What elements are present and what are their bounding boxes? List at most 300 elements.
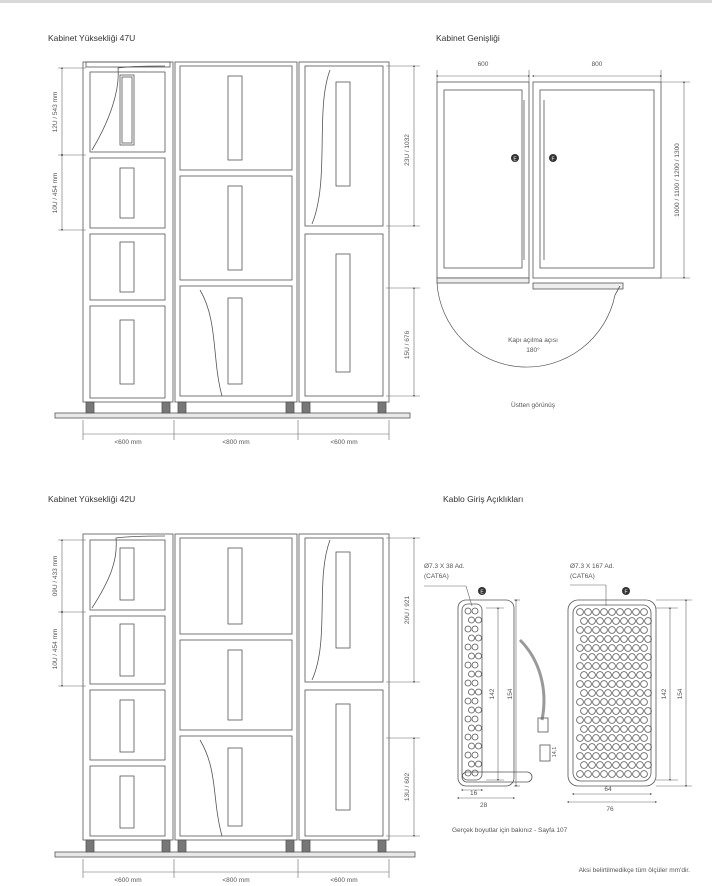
cabinet-top-view xyxy=(437,82,661,367)
svg-text:E: E xyxy=(513,156,517,163)
cable-hole xyxy=(621,654,628,661)
cable-hole xyxy=(641,753,648,760)
door-panel xyxy=(90,690,165,760)
dim-label: <600 mm xyxy=(114,877,142,884)
door-panel xyxy=(180,736,292,836)
cable-hole xyxy=(472,644,478,650)
cable-holes-38 xyxy=(465,608,482,776)
door-panel xyxy=(90,234,165,300)
svg-text:F: F xyxy=(624,589,628,596)
cable-hole xyxy=(581,672,588,679)
cable-hole xyxy=(577,753,584,760)
cabinet-left-frame xyxy=(83,534,173,840)
cable-hole xyxy=(609,735,616,742)
cable-hole xyxy=(581,690,588,697)
reference-note: Gerçek boyutlar için bakınız - Sayfa 107 xyxy=(452,827,568,834)
cable-hole xyxy=(625,771,632,778)
svg-text:E: E xyxy=(480,589,484,596)
title-cable-entry: Kablo Giriş Açıklıkları xyxy=(443,494,524,504)
dim-label: 10U / 454 mm xyxy=(52,628,59,670)
cable-hole xyxy=(601,681,608,688)
cable-hole xyxy=(621,636,628,643)
cable-entry-dimensions xyxy=(424,585,692,802)
cable-hole xyxy=(613,744,620,751)
floor-plate xyxy=(55,413,410,418)
cable-hole xyxy=(613,654,620,661)
cable-hole xyxy=(625,717,632,724)
cable-hole xyxy=(577,717,584,724)
cable-hole xyxy=(605,672,612,679)
title-42u: Kabinet Yüksekliği 42U xyxy=(48,494,136,504)
cable-hole xyxy=(577,645,584,652)
cable-hole xyxy=(605,708,612,715)
cable-hole xyxy=(472,626,478,632)
floor-plate xyxy=(55,852,415,857)
cable-hole xyxy=(577,699,584,706)
svg-text:142: 142 xyxy=(661,688,668,700)
cable-hole xyxy=(476,743,482,749)
svg-text:142: 142 xyxy=(489,688,496,700)
cable-hole xyxy=(633,717,640,724)
cable-hole xyxy=(472,608,478,614)
dim-label: 15U / 676 xyxy=(404,330,411,360)
door-panel xyxy=(90,616,165,684)
cable-hole xyxy=(593,771,600,778)
cable-hole xyxy=(605,618,612,625)
cable-hole xyxy=(641,663,648,670)
cable-hole xyxy=(585,609,592,616)
cable-hole xyxy=(629,690,636,697)
cabinet-front-42u xyxy=(55,534,415,857)
cable-hole xyxy=(585,663,592,670)
cable-hole xyxy=(609,663,616,670)
cable-label-right-2: (CAT6A) xyxy=(570,573,595,580)
cable-hole xyxy=(476,653,482,659)
cable-hole xyxy=(645,636,652,643)
cable-hole xyxy=(609,771,616,778)
cable-hole xyxy=(617,609,624,616)
cable-hole xyxy=(641,699,648,706)
title-47u: Kabinet Yüksekliği 47U xyxy=(48,33,136,43)
cable-hole xyxy=(472,770,478,776)
cable-hole xyxy=(597,708,604,715)
cable-hole xyxy=(585,699,592,706)
door-panel xyxy=(90,540,165,610)
cable-hole xyxy=(589,744,596,751)
cable-hole xyxy=(641,771,648,778)
cable-hole xyxy=(637,636,644,643)
cable-hole xyxy=(597,690,604,697)
door-angle-value: 180° xyxy=(526,347,540,354)
cable-hole xyxy=(585,771,592,778)
cable-hole xyxy=(577,681,584,688)
cable-hole xyxy=(637,762,644,769)
door-window xyxy=(120,776,134,828)
cable-hole xyxy=(465,608,471,614)
cable-hole xyxy=(476,707,482,713)
cable-hole xyxy=(593,753,600,760)
cable-hole xyxy=(637,618,644,625)
cable-hole xyxy=(589,672,596,679)
cable-hole xyxy=(601,699,608,706)
cable-hole xyxy=(625,753,632,760)
cable-hole xyxy=(637,690,644,697)
cable-hole xyxy=(613,672,620,679)
cable-hole xyxy=(593,663,600,670)
cabinet-right-frame xyxy=(299,62,389,402)
cable-hole xyxy=(641,627,648,634)
cable-hole xyxy=(589,762,596,769)
cable-hole xyxy=(645,708,652,715)
cable-hole xyxy=(621,726,628,733)
cable-hole xyxy=(593,627,600,634)
door-panel xyxy=(305,66,383,226)
door-window xyxy=(228,748,242,826)
dim-label: <800 mm xyxy=(222,439,250,446)
door-panel xyxy=(305,690,383,836)
dimensions-42u xyxy=(58,538,420,878)
cable-hole xyxy=(581,708,588,715)
top-cabinet-800 xyxy=(533,82,661,278)
door-window xyxy=(228,76,242,160)
cable-hole xyxy=(633,681,640,688)
cable-hole xyxy=(585,753,592,760)
dim-label: 20U / 921 xyxy=(404,595,411,625)
cable-hole xyxy=(601,663,608,670)
units-note: Aksi belirtilmedikçe tüm ölçüler mm'dir. xyxy=(578,867,690,874)
cable-hole xyxy=(476,761,482,767)
dim-label: 13U / 602 xyxy=(404,772,411,802)
cable-hole xyxy=(621,672,628,679)
cable-hole xyxy=(629,672,636,679)
cable-hole xyxy=(601,717,608,724)
cable-hole xyxy=(476,689,482,695)
cable-hole xyxy=(469,635,475,641)
cable-hole xyxy=(597,744,604,751)
cable-hole xyxy=(476,635,482,641)
cable-hole xyxy=(476,671,482,677)
cable-hole xyxy=(601,609,608,616)
cable-label-right-1: Ø7.3 X 167 Ad. xyxy=(570,563,615,570)
cable-hole xyxy=(645,618,652,625)
cable-hole xyxy=(469,689,475,695)
cable-hole xyxy=(609,681,616,688)
cable-hole xyxy=(597,762,604,769)
top-view-labels xyxy=(478,61,681,409)
cable-hole xyxy=(577,735,584,742)
cable-hole xyxy=(629,636,636,643)
cable-hole xyxy=(601,627,608,634)
svg-text:16: 16 xyxy=(470,790,478,797)
cable-hole xyxy=(609,717,616,724)
title-cabinet-width: Kabinet Genişliği xyxy=(436,33,500,43)
cable-hole xyxy=(465,644,471,650)
cable-hole xyxy=(629,744,636,751)
cabinet-middle-frame xyxy=(175,534,297,840)
svg-text:14,1: 14,1 xyxy=(552,746,558,758)
door-window xyxy=(336,704,350,810)
cable-entry-narrow xyxy=(458,600,550,786)
cabinet-right-frame xyxy=(299,534,389,840)
dim-label: <600 mm xyxy=(114,439,142,446)
labels-47u xyxy=(52,92,411,446)
cable-hole xyxy=(597,636,604,643)
cable-hole xyxy=(617,717,624,724)
cable-hole xyxy=(581,726,588,733)
cable-hole xyxy=(633,753,640,760)
cable-hole xyxy=(633,699,640,706)
dim-label: 12U / 543 mm xyxy=(52,91,59,133)
cable-hole xyxy=(581,762,588,769)
svg-text:F: F xyxy=(551,156,555,163)
door-window xyxy=(120,548,134,600)
cable-hole xyxy=(613,690,620,697)
cable-hole xyxy=(621,762,628,769)
cable-hole xyxy=(645,744,652,751)
door-panel xyxy=(180,538,292,634)
door-window xyxy=(120,320,134,384)
door-panel xyxy=(90,158,165,228)
cable-hole xyxy=(593,609,600,616)
cable-hole xyxy=(465,752,471,758)
door-window xyxy=(228,548,242,624)
cable-label-left-2: (CAT6A) xyxy=(424,573,449,580)
door-panel xyxy=(90,72,165,152)
cable-hole xyxy=(617,699,624,706)
svg-text:154: 154 xyxy=(507,688,514,700)
door-window xyxy=(336,82,350,186)
cable-hole xyxy=(617,663,624,670)
door-window xyxy=(336,254,350,372)
cable-hole xyxy=(585,627,592,634)
cable-hole xyxy=(617,681,624,688)
cable-hole xyxy=(605,744,612,751)
cable-hole xyxy=(629,708,636,715)
cable-hole xyxy=(645,762,652,769)
top-view-caption: Üstten görünüş xyxy=(510,402,556,409)
door-window xyxy=(120,624,134,676)
cable-hole xyxy=(581,636,588,643)
cable-hole xyxy=(617,771,624,778)
cable-hole xyxy=(585,681,592,688)
cable-hole xyxy=(641,735,648,742)
cable-hole xyxy=(609,753,616,760)
door-panel xyxy=(180,286,292,396)
cable-hole xyxy=(609,645,616,652)
cable-hole xyxy=(472,698,478,704)
cable-hole xyxy=(613,726,620,733)
cabinet-left-frame xyxy=(83,62,173,402)
cable-hole xyxy=(465,698,471,704)
cable-hole xyxy=(469,707,475,713)
svg-text:64: 64 xyxy=(604,786,612,793)
dim-label: <600 mm xyxy=(330,439,358,446)
cable-hole xyxy=(472,680,478,686)
door-panel xyxy=(90,766,165,836)
cable-hole xyxy=(633,645,640,652)
cable-hole xyxy=(593,717,600,724)
cabinet-front-47u xyxy=(55,62,410,418)
cabinet-middle-frame xyxy=(175,62,297,402)
cable-hole xyxy=(585,717,592,724)
cable-hole xyxy=(589,636,596,643)
cable-hole xyxy=(625,627,632,634)
cable-hole xyxy=(641,645,648,652)
cable-hole xyxy=(621,690,628,697)
cable-hole xyxy=(469,725,475,731)
door-window xyxy=(228,650,242,720)
cable-hole xyxy=(469,671,475,677)
cable-hole xyxy=(465,662,471,668)
cable-hole xyxy=(589,690,596,697)
cable-hole xyxy=(629,762,636,769)
door-window xyxy=(120,700,134,752)
cable-hole xyxy=(605,690,612,697)
cable-hole xyxy=(589,708,596,715)
cable-hole xyxy=(617,627,624,634)
cable-hole xyxy=(469,617,475,623)
cable-hole xyxy=(621,708,628,715)
cable-hole xyxy=(601,753,608,760)
cable-hole xyxy=(472,752,478,758)
cable-hole xyxy=(593,681,600,688)
cable-hole xyxy=(633,771,640,778)
cable-hole xyxy=(472,716,478,722)
cable-hole xyxy=(581,654,588,661)
dim-label: 23U / 1032 xyxy=(404,134,411,166)
cable-hole xyxy=(637,672,644,679)
cable-hole xyxy=(465,626,471,632)
top-cabinet-600 xyxy=(437,82,529,278)
cable-hole xyxy=(465,680,471,686)
cable-hole xyxy=(641,609,648,616)
door-panel xyxy=(180,640,292,730)
top-view-dimensions xyxy=(437,70,690,278)
cable-hole xyxy=(593,645,600,652)
cable-hole xyxy=(641,717,648,724)
cable-hole xyxy=(601,645,608,652)
cable-hole xyxy=(621,744,628,751)
cable-hole xyxy=(637,744,644,751)
cable-hole xyxy=(472,662,478,668)
cable-hole xyxy=(472,734,478,740)
cable-hole xyxy=(469,743,475,749)
cable-hole xyxy=(633,735,640,742)
depth-label: 1000 / 1100 / 1200 / 1300 xyxy=(674,143,681,217)
cable-hole xyxy=(605,636,612,643)
cable-hole xyxy=(645,672,652,679)
door-angle-label: Kapı açılma açısı xyxy=(508,337,558,344)
cable-hole xyxy=(625,609,632,616)
width-600-label: 600 xyxy=(477,61,489,68)
cable-hole xyxy=(637,654,644,661)
door-panel xyxy=(305,538,383,682)
cable-hole xyxy=(625,681,632,688)
cable-hole xyxy=(601,771,608,778)
cable-label-left-1: Ø7.3 X 38 Ad. xyxy=(424,563,465,570)
cable-hole xyxy=(469,761,475,767)
cable-hole xyxy=(613,636,620,643)
width-800-label: 800 xyxy=(591,61,603,68)
door-window xyxy=(228,298,242,384)
cable-hole xyxy=(637,708,644,715)
cable-hole xyxy=(617,735,624,742)
cable-hole xyxy=(629,654,636,661)
dim-label: 10U / 454 mm xyxy=(52,172,59,214)
cable-hole xyxy=(621,618,628,625)
door-window xyxy=(336,552,350,648)
cable-hole xyxy=(613,708,620,715)
cable-hole xyxy=(465,770,471,776)
dim-label: <800 mm xyxy=(222,877,250,884)
cable-hole xyxy=(469,653,475,659)
cable-hole xyxy=(633,663,640,670)
cable-hole xyxy=(476,617,482,623)
cable-hole xyxy=(597,672,604,679)
cable-hole xyxy=(629,726,636,733)
cable-hole xyxy=(645,726,652,733)
dim-label: <600 mm xyxy=(330,877,358,884)
cable-hole xyxy=(645,690,652,697)
door-panel xyxy=(180,176,292,280)
cable-hole xyxy=(577,609,584,616)
cable-hole xyxy=(585,645,592,652)
cable-hole xyxy=(585,735,592,742)
cable-hole xyxy=(605,654,612,661)
cable-hole xyxy=(581,618,588,625)
cable-hole xyxy=(625,699,632,706)
cable-hole xyxy=(597,618,604,625)
cable-hole xyxy=(581,744,588,751)
cable-hole xyxy=(597,654,604,661)
cable-hole xyxy=(609,699,616,706)
cable-hole xyxy=(605,726,612,733)
cable-hole xyxy=(645,654,652,661)
cable-hole xyxy=(625,645,632,652)
cable-hole xyxy=(476,725,482,731)
cable-hole xyxy=(593,699,600,706)
dim-label: 09U / 433 mm xyxy=(52,555,59,597)
cable-hole xyxy=(465,716,471,722)
cable-hole xyxy=(601,735,608,742)
cable-hole xyxy=(577,771,584,778)
cable-hole xyxy=(577,663,584,670)
cable-hole xyxy=(633,627,640,634)
cable-hole xyxy=(617,753,624,760)
cable-hole xyxy=(577,627,584,634)
door-panel xyxy=(180,66,292,170)
cable-hole xyxy=(625,663,632,670)
cable-entry-wide xyxy=(568,600,656,786)
door-window xyxy=(120,242,134,292)
cable-hole xyxy=(605,762,612,769)
door-window xyxy=(120,168,134,218)
svg-text:28: 28 xyxy=(480,802,488,809)
cable-hole xyxy=(589,654,596,661)
cable-hole xyxy=(465,734,471,740)
cable-hole xyxy=(617,645,624,652)
svg-text:154: 154 xyxy=(677,688,684,700)
door-window xyxy=(228,186,242,270)
cable-hole xyxy=(613,762,620,769)
svg-text:76: 76 xyxy=(606,806,614,813)
cable-hole xyxy=(613,618,620,625)
cable-hole xyxy=(609,609,616,616)
cable-hole xyxy=(637,726,644,733)
cable-holes-167 xyxy=(577,609,652,778)
cable-hole xyxy=(629,618,636,625)
cable-hole xyxy=(641,681,648,688)
